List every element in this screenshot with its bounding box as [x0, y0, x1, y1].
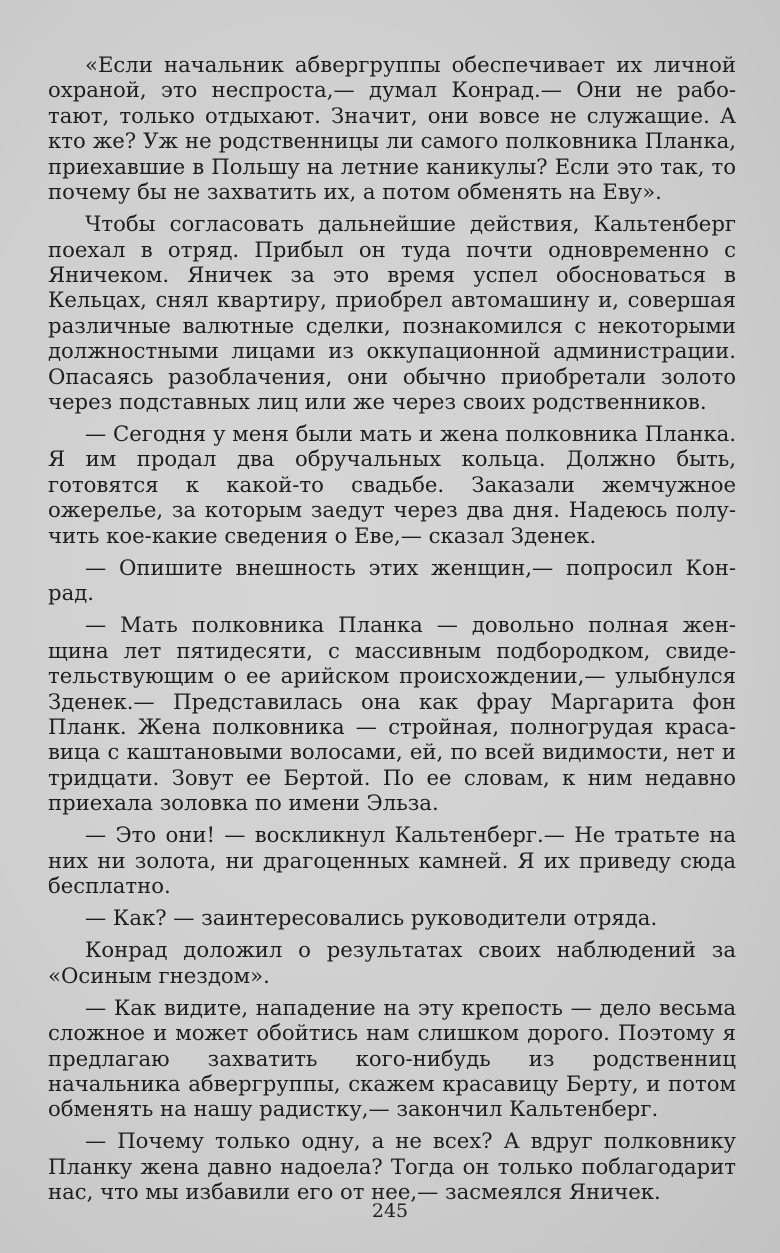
- paragraph-10: — Почему только одну, а не всех? А вдруг полковнику Планку жена давно надоела? Тогда он только поблагодарит нас, что мы избавили его от нее,— засмеялся Яничек.: [48, 1128, 736, 1205]
- paragraph-7: — Как? — заинтересовались руководители отряда.: [85, 905, 658, 931]
- paragraph-5: — Мать полковника Планка — довольно полная женщина лет пятидесяти, с массивным подбородком, свидетельствующим о ее арийском происхождении,— улыбнулся Зденек.— Представилась она как фрау Маргарита фон Планк. Жена полковника — стройная, полногрудая красавица с каштановыми волосами, ей, по всей видимости, нет и тридцати. Зовут ее Бертой. По ее словам, к ним недавно приехала золовка по имени Эльза.: [48, 612, 736, 816]
- paragraph-6: — Это они! — воскликнул Кальтенберг.— Не тратьте на них ни золота, ни драгоценных камней. Я их приведу сюда бесплатно.: [48, 822, 736, 899]
- paragraph-8: Конрад доложил о результатах своих наблюдений за «Осиным гнездом».: [48, 937, 736, 988]
- paragraph-4: — Опишите внешность этих женщин,— попросил Конрад.: [48, 554, 736, 606]
- paragraph-3: — Сегодня у меня были мать и жена полковника Планка. Я им продал два обручальных кольца. Должно быть, готовятся к какой-то свадьбе. Заказали жемчужное ожерелье, за которым заедут через два дня. Надеюсь получить кое-какие сведения о Еве,— сказал Зденек.: [48, 421, 736, 548]
- page-text: [48, 52, 736, 1211]
- page-number: 245: [371, 1200, 409, 1222]
- paragraph-1: «Если начальник абвергруппы обеспечивает их личной охраной, это неспроста,— думал Конрад.— Они не работают, только отдыхают. Значит, они вовсе не служащие. А кто же? Уж не родственницы ли самого полковника Планка, приехавшие в Польшу на летние каникулы? Если это так, то почему бы не захватить их, а потом обменять на Еву».: [48, 52, 736, 205]
- paragraph-2: Чтобы согласовать дальнейшие действия, Кальтенберг поехал в отряд. Прибыл он туда почти одновременно с Яничеком. Яничек за это время успел обосноваться в Кельцах, снял квартиру, приобрел автомашину и, совершая различные валютные сделки, познакомился с некоторыми должностными лицами из оккупационной администрации. Опасаясь разоблачения, они обычно приобретали золото через подставных лиц или же через своих родственников.: [48, 211, 736, 414]
- paragraph-9: — Как видите, нападение на эту крепость — дело весьма сложное и может обойтись нам слишком дорого. Поэтому я предлагаю захватить кого-нибудь из родственниц начальника абвергруппы, скажем красавицу Берту, и потом обменять на нашу радистку,— закончил Кальтенберг.: [48, 994, 736, 1122]
